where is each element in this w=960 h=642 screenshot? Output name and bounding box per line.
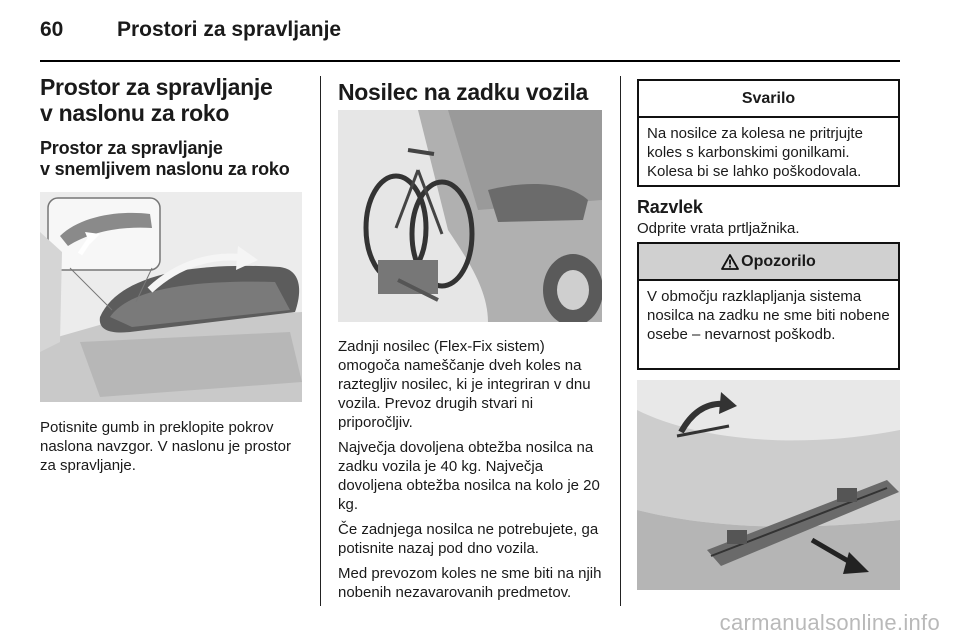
column-divider-2 xyxy=(620,76,621,606)
caution-title: Svarilo xyxy=(639,81,898,118)
section-heading-armrest xyxy=(40,74,304,126)
column-divider-1 xyxy=(320,76,321,606)
header-rule xyxy=(40,60,900,62)
carrier-extension-illustration xyxy=(637,380,900,590)
warning-title: Opozorilo xyxy=(741,252,816,270)
section-heading-bike-carrier: Nosilec na zadku vozila xyxy=(338,79,589,105)
bike-carrier-illustration xyxy=(338,110,602,322)
paragraph: Če zadnjega nosilca ne potrebujete, ga potisnite nazaj pod dno vozila. xyxy=(338,521,599,557)
section-heading-extension: Razvlek xyxy=(637,197,703,217)
extension-intro: Odprite vrata prtljažnika. xyxy=(637,220,800,237)
armrest-description xyxy=(40,418,304,481)
warning-triangle-icon xyxy=(721,254,739,270)
warning-title-bar xyxy=(639,244,898,281)
subsection-heading-line: v snemljivem naslonu za roko xyxy=(40,159,290,179)
section-heading-line: v naslonu za roko xyxy=(40,100,230,126)
warning-text: V območju razklapljanja sistema nosilca na zadku ne sme biti nobene osebe – nevarnost poškodb. xyxy=(647,288,890,343)
paragraph: Med prevozom koles ne sme biti na njih nobenih nezavarovanih predmetov. xyxy=(338,565,602,601)
armrest-storage-illustration xyxy=(40,192,302,402)
paragraph: Največja dovoljena obtežba nosilca na zadku vozila je 40 kg. Največja dovoljena obtežba nosilca na kolo je 20 kg. xyxy=(338,439,600,513)
warning-box xyxy=(637,242,900,370)
subsection-heading-armrest xyxy=(40,138,304,180)
column-1 xyxy=(40,74,304,180)
bike-carrier-text xyxy=(338,337,608,608)
caution-text: Na nosilce za kolesa ne pritrjujte koles s karbonskimi gonilkami. Kolesa bi se lahko poškodovala. xyxy=(647,125,863,180)
page-number: 60 xyxy=(40,18,64,41)
section-heading-line: Prostor za spravljanje xyxy=(40,74,273,100)
chapter-title: Prostori za spravljanje xyxy=(117,18,342,41)
paragraph: Zadnji nosilec (Flex-Fix sistem) omogoča nameščanje dveh koles na raztegljiv nosilec, ki je integriran v dnu vozila. Prevoz drugih stvari ni priporočljiv. xyxy=(338,338,591,431)
watermark-text: carmanualsonline.info xyxy=(719,610,940,635)
caution-box xyxy=(637,79,900,187)
subsection-heading-line: Prostor za spravljanje xyxy=(40,138,223,158)
armrest-text: Potisnite gumb in preklopite pokrov naslona navzgor. V naslonu je prostor za spravljanje. xyxy=(40,419,291,474)
